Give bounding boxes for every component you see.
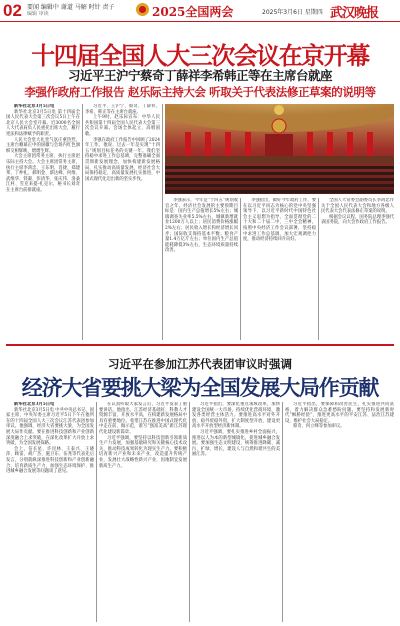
column-divider bbox=[82, 104, 83, 340]
article1-paragraph: 大会主席团常务主席、执行主席赵乐际主持大会。大会主席团常务主席，执行主席李鸿忠、王东明、肖捷、郑建邦、丁仲礼、郝明金、蔡达峰、何维、武维华、铁凝、彭清华、张庆伟、洛桑江村、雪克来提·扎克尔，秘书长刘奇在主席台前排就座。 bbox=[6, 154, 80, 193]
article2-col-2 bbox=[99, 402, 187, 622]
column-divider bbox=[162, 104, 163, 340]
article1-paragraph: 李强表示，今年是“十四五”规划收官之年。经济社会发展的主要预期目标是：国内生产总值增长5%左右；城镇调查失业率5.5%左右，城镇新增就业1200万人以上；居民消费价格涨幅2%左右；居民收入增长和经济增长同步；国际收支保持基本平衡；粮食产量1.4万亿斤左右；单位国内生产总值能耗降低3%左右，生态环境质量持续改善。 bbox=[165, 198, 238, 254]
masthead-slogan: 要闻 编辑中 谢道 马解 时针 责子 bbox=[27, 4, 115, 11]
column-divider bbox=[318, 198, 319, 340]
article1-lead: 新华社北京3月5日电 bbox=[14, 104, 55, 109]
article1-paragraph: 全国人大常委会副委员长李鸿忠作关于全国人民代表大会和地方各级人民代表大会代表法修正草案的说明。 bbox=[321, 198, 394, 215]
column-divider bbox=[240, 198, 241, 340]
article1-col-2 bbox=[85, 104, 160, 340]
article2-lead: 新华社北京3月5日电 bbox=[14, 402, 55, 407]
page-number: 02 bbox=[3, 1, 22, 20]
section-divider bbox=[6, 344, 394, 346]
article2-col-3 bbox=[192, 402, 280, 622]
article1-col-5 bbox=[321, 198, 394, 340]
article2-paragraph: 在认真听取大家发言后，习近平发表了重要讲话。他指出，江苏经济基础好、科教人才资源丰富、开放水平高，在构建新发展格局中具有重要地位。希望江苏在推进中国式现代化中走在前、做示范，谱写“强富美高”新江苏现代化建设新篇章。 bbox=[99, 402, 187, 435]
masthead-editor: 编辑 审读 bbox=[27, 11, 49, 17]
article1-col-4 bbox=[243, 198, 316, 340]
masthead bbox=[0, 0, 400, 22]
section-name: 2025全国两会 bbox=[152, 5, 234, 19]
main-headline: 十四届全国人大三次会议在京开幕 bbox=[31, 42, 369, 70]
article1-paragraph: 人民大会堂大礼堂气氛庄重热烈，主席台帷幕正中的国徽与会场内红色旗帜交相辉映，熠熠生辉。 bbox=[6, 137, 80, 154]
assembly-hall-photo bbox=[165, 104, 394, 194]
article2-paragraph: 会上，信长星、许昆林、王泰兴、王晓萍、顾雷、胡广杰、施卫东、伍尧等代表先后发言，分别就纵深推进科技创新和产业创新融合、培育新质生产力、加强生态环境保护、推进城乡融合发展等问题谈了意见。 bbox=[6, 446, 94, 475]
article2-paragraph: 习近平指出，要深化重点领域改革，加快建设全国统一大市场，持续优化营商环境，激发各类经营主体活力。要推进高水平对外开放，稳外贸稳外资，扩大制度型开放，建设更高水平开放型经济新体制。 bbox=[192, 402, 280, 430]
column-divider bbox=[96, 402, 97, 622]
section-emblem-icon bbox=[136, 3, 149, 16]
issue-date: 2025年3月6日 星期四 bbox=[262, 9, 323, 16]
second-article-kicker: 习近平在参加江苏代表团审议时强调 bbox=[108, 357, 292, 371]
article2-paragraph: 蔡奇、何立峰等参加审议。 bbox=[293, 424, 345, 430]
article1-col-1 bbox=[6, 104, 80, 340]
article1-paragraph: 新华社北京3月5日电 第十四届全国人民代表大会第三次会议5日上午在北京人民大会堂开幕。近3000名全国人大代表肩负人民重托出席大会，履行宪法和法律赋予的职责。 bbox=[6, 109, 80, 137]
article1-paragraph: 习近平、王沪宁、蔡奇、丁薛祥、李希、韩正等在主席台就座。 bbox=[85, 104, 160, 115]
column-divider bbox=[189, 402, 190, 622]
article2-col-4 bbox=[285, 402, 394, 622]
article2-paragraph: 习近平强调，要坚持以科技创新引领新质生产力发展，加强基础研究和关键核心技术攻关，推动科技成果转化为现实生产力。要积极培育新兴产业和未来产业，改造提升传统产业，发展壮大战略性新兴产业，因地制宜发展新质生产力。 bbox=[99, 435, 187, 469]
subheadline-agenda: 李强作政府工作报告 赵乐际主持大会 听取关于代表法修正草案的说明等 bbox=[24, 85, 376, 99]
subheadline-attendees: 习近平王沪宁蔡奇丁薛祥李希韩正等在主席台就座 bbox=[67, 68, 332, 83]
article1-paragraph: 上午9时，赵乐际宣布：中华人民共和国第十四届全国人民代表大会第三次会议开幕。会场全体起立，高唱国歌。 bbox=[85, 115, 160, 137]
newspaper-brand: 武汉晚报 bbox=[330, 6, 379, 21]
article2-paragraph: 新华社北京3月5日电 中共中央总书记、国家主席、中央军委主席习近平5日下午在他所在的十四届全国人大三次会议江苏代表团参加审议。他强调，经济大省要挑大梁，为全国发展大局作贡献。要在推进科技创新和产业创新深度融合上求突破，在深化改革扩大开放上求突破，为全国发展探路。 bbox=[6, 407, 94, 447]
column-divider bbox=[282, 402, 283, 622]
article1-paragraph: 根据会议议程，国务院总理李强代表国务院，向大会作政府工作报告。 bbox=[321, 214, 394, 226]
second-article-headline: 经济大省要挑大梁为全国发展大局作贡献 bbox=[21, 376, 379, 400]
article1-paragraph: 李强在政府工作报告中回顾了2024年工作。他说，过去一年是实现“十四五”规划目标任务的关键一年。我们坚持稳中求进工作总基调，完整准确全面贯彻新发展理念，加快构建新发展格局，扎实推动高质量发展，经济社会大局保持稳定，高质量发展扎实推进，中国式现代化迈出新的坚实步伐。 bbox=[85, 137, 160, 182]
article1-paragraph: 李强指出，做好今年政府工作，要在以习近平同志为核心的党中央坚强领导下，以习近平新时代中国特色社会主义思想为指导，全面贯彻党的二十大和二十届二中、三中全会精神，按照中央经济工作会议部署，坚持稳中求进工作总基调，加大宏观调控力度，推动经济持续回升向好。 bbox=[243, 198, 316, 243]
article2-paragraph: 习近平指出，要保障和改善民生，扎实推进共同富裕，着力解决群众急难愁盼问题。要坚持和发展新时代“枫桥经验”，推进更高水平的平安江苏、法治江苏建设，维护社会大局稳定。 bbox=[285, 402, 394, 424]
article2-paragraph: 习近平强调，要扎实推进乡村全面振兴，推进以人为本的新型城镇化，促进城乡融合发展。要加强生态文明建设，统筹推进降碳、减污、扩绿、增长，建设人与自然和谐共生的美丽江苏。 bbox=[192, 429, 280, 458]
article2-col-1 bbox=[6, 402, 94, 622]
article1-col-3 bbox=[165, 198, 238, 340]
